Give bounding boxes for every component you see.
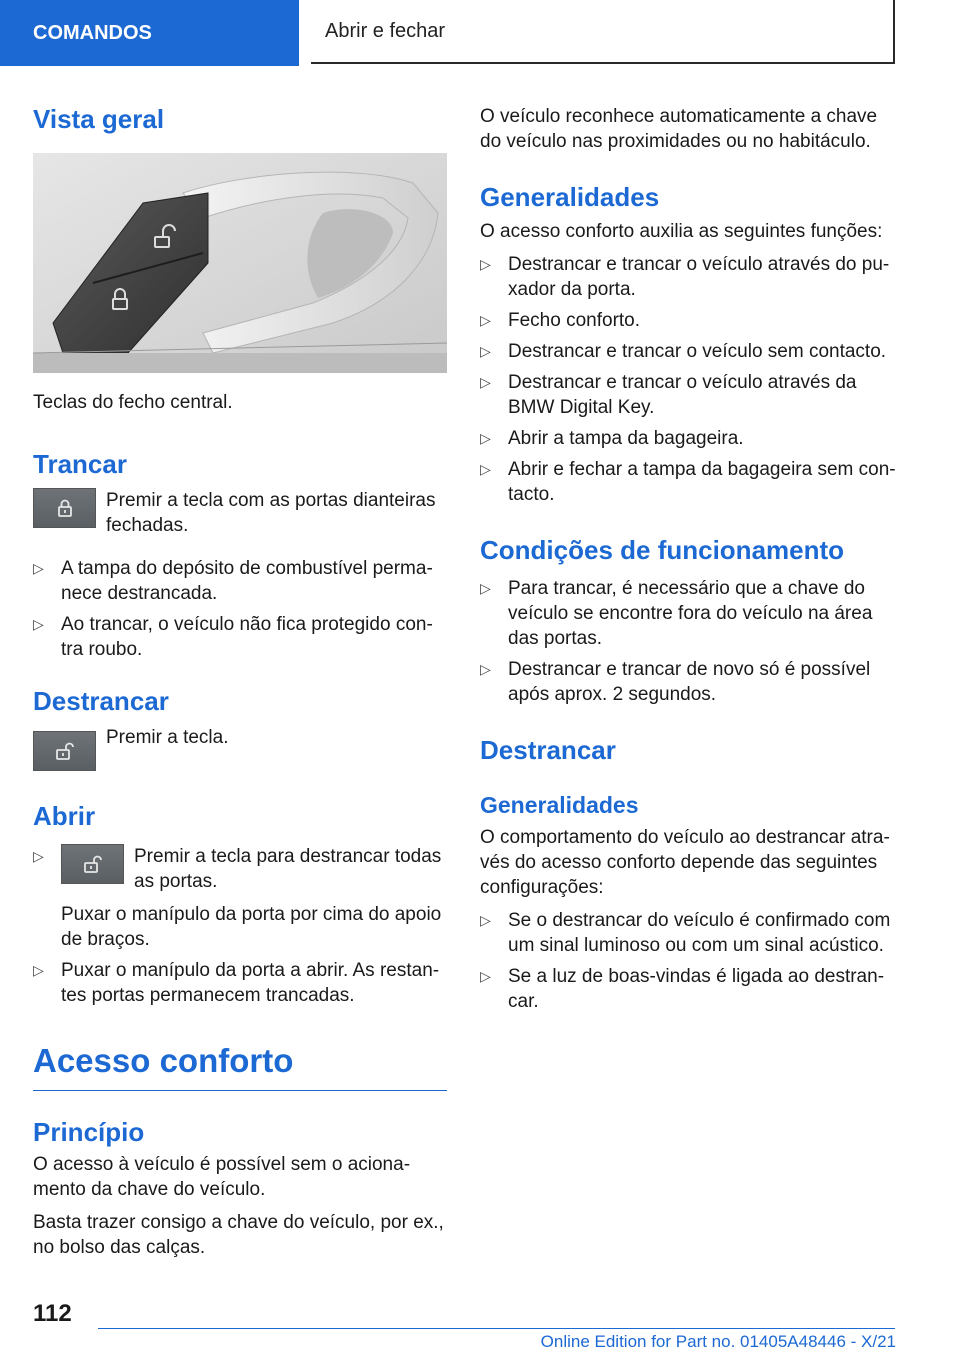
list-item: ▷ Fecho conforto.	[480, 310, 641, 331]
unlock-key-button	[33, 731, 96, 771]
list-item: ▷ Destrancar e trancar de novo só é possível após aprox. 2 segundos.	[480, 659, 871, 705]
list-item: ▷ Destrancar e trancar o veículo através da BMW Digital Key.	[480, 372, 857, 418]
lock-instruction: Premir a tecla com as portas dianteiras fechadas.	[106, 490, 436, 536]
bullet-triangle-icon: ▷	[33, 962, 44, 978]
header-section: COMANDOS	[0, 0, 299, 66]
principle-title: Princípio	[33, 1117, 145, 1147]
photo-caption: Teclas do fecho central.	[33, 392, 233, 413]
lock-bullets	[33, 556, 447, 662]
bullet-triangle-icon: ▷	[480, 430, 491, 446]
unlock-bullets	[480, 908, 896, 1014]
list-item: ▷ Para trancar, é necessário que a chave do veículo se encontre fora do veículo na área das portas.	[480, 578, 873, 649]
list-item: ▷ Se a luz de boas-vindas é ligada ao destrancar.	[480, 966, 885, 1012]
header-chapter: Abrir e fechar	[311, 0, 895, 64]
list-item: ▷ Destrancar e trancar o veículo sem contacto.	[480, 341, 887, 362]
general-intro: O acesso conforto auxilia as seguintes funções:	[480, 221, 883, 242]
door-handle-photo	[33, 153, 447, 378]
unlock-instruction-row	[33, 727, 447, 771]
bullet-triangle-icon: ▷	[480, 912, 491, 928]
open-title: Abrir	[33, 801, 96, 831]
general-bullets	[480, 252, 896, 507]
bullet-triangle-icon: ▷	[33, 560, 44, 576]
unlock-instruction: Premir a tecla.	[106, 727, 229, 748]
bullet-triangle-icon: ▷	[33, 848, 44, 864]
bullet-triangle-icon: ▷	[480, 374, 491, 390]
comfort-intro: O veículo reconhece automaticamente a chave do veículo nas proximidades ou no habitáculo.	[480, 106, 878, 152]
open-bullets	[33, 844, 447, 1008]
lock-open-icon	[82, 854, 104, 874]
open-bullet1-text: Premir a tecla para destrancar todas as portas.	[134, 846, 442, 892]
list-item: ▷ Abrir e fechar a tampa da bagageira sem contacto.	[480, 459, 896, 505]
list-item	[33, 844, 447, 952]
right-column	[480, 98, 896, 1014]
lock-open-icon	[54, 741, 76, 761]
bullet-triangle-icon: ▷	[480, 461, 491, 477]
unlock-intro: O comportamento do veículo ao destrancar através do acesso conforto depende das seguintes configurações:	[480, 827, 890, 898]
bullet-triangle-icon: ▷	[480, 661, 491, 677]
page-number: 112	[33, 1300, 72, 1327]
conditions-bullets	[480, 576, 896, 707]
bullet-triangle-icon: ▷	[33, 616, 44, 632]
list-item: ▷ Se o destrancar do veículo é confirmado com um sinal luminoso ou com um sinal acústico.	[480, 910, 891, 956]
list-item: ▷ Puxar o manípulo da porta a abrir. As restantes portas permanecem trancadas.	[33, 960, 440, 1006]
lock-title: Trancar	[33, 449, 127, 479]
list-item: ▷ Ao trancar, o veículo não fica protegido contra roubo.	[33, 614, 433, 660]
bullet-triangle-icon: ▷	[480, 343, 491, 359]
lock-key-button	[33, 488, 96, 528]
bullet-triangle-icon: ▷	[480, 580, 491, 596]
lock-instruction-row	[33, 488, 447, 538]
footer-divider	[98, 1328, 895, 1329]
bullet-triangle-icon: ▷	[480, 256, 491, 272]
overview-title: Vista geral	[33, 104, 165, 134]
principle-paragraph-1: O acesso à veículo é possível sem o acionamento da chave do veículo.	[33, 1154, 411, 1200]
unlock-title: Destrancar	[33, 686, 169, 716]
footer-edition: Online Edition for Part no. 01405A48446 - X/21	[540, 1332, 896, 1351]
bullet-triangle-icon: ▷	[480, 968, 491, 984]
list-item: ▷ Abrir a tampa da bagageira.	[480, 428, 744, 449]
open-bullet1-extra: Puxar o manípulo da porta por cima do apoio de braços.	[61, 904, 442, 950]
principle-paragraph-2: Basta trazer consigo a chave do veículo, por ex., no bolso das calças.	[33, 1212, 444, 1258]
comfort-access-title: Acesso conforto	[33, 1042, 447, 1091]
bullet-triangle-icon: ▷	[480, 312, 491, 328]
list-item: ▷ A tampa do depósito de combustível permanece destrancada.	[33, 558, 433, 604]
lock-closed-icon	[55, 498, 75, 518]
general-title: Generalidades	[480, 182, 660, 212]
unlock-comfort-title: Destrancar	[480, 735, 616, 765]
list-item: ▷ Destrancar e trancar o veículo através do puxador da porta.	[480, 254, 890, 300]
left-column	[33, 98, 447, 1260]
unlock-key-button	[61, 844, 124, 884]
unlock-general-subtitle: Generalidades	[480, 792, 639, 818]
conditions-title: Condições de funcionamento	[480, 535, 845, 565]
